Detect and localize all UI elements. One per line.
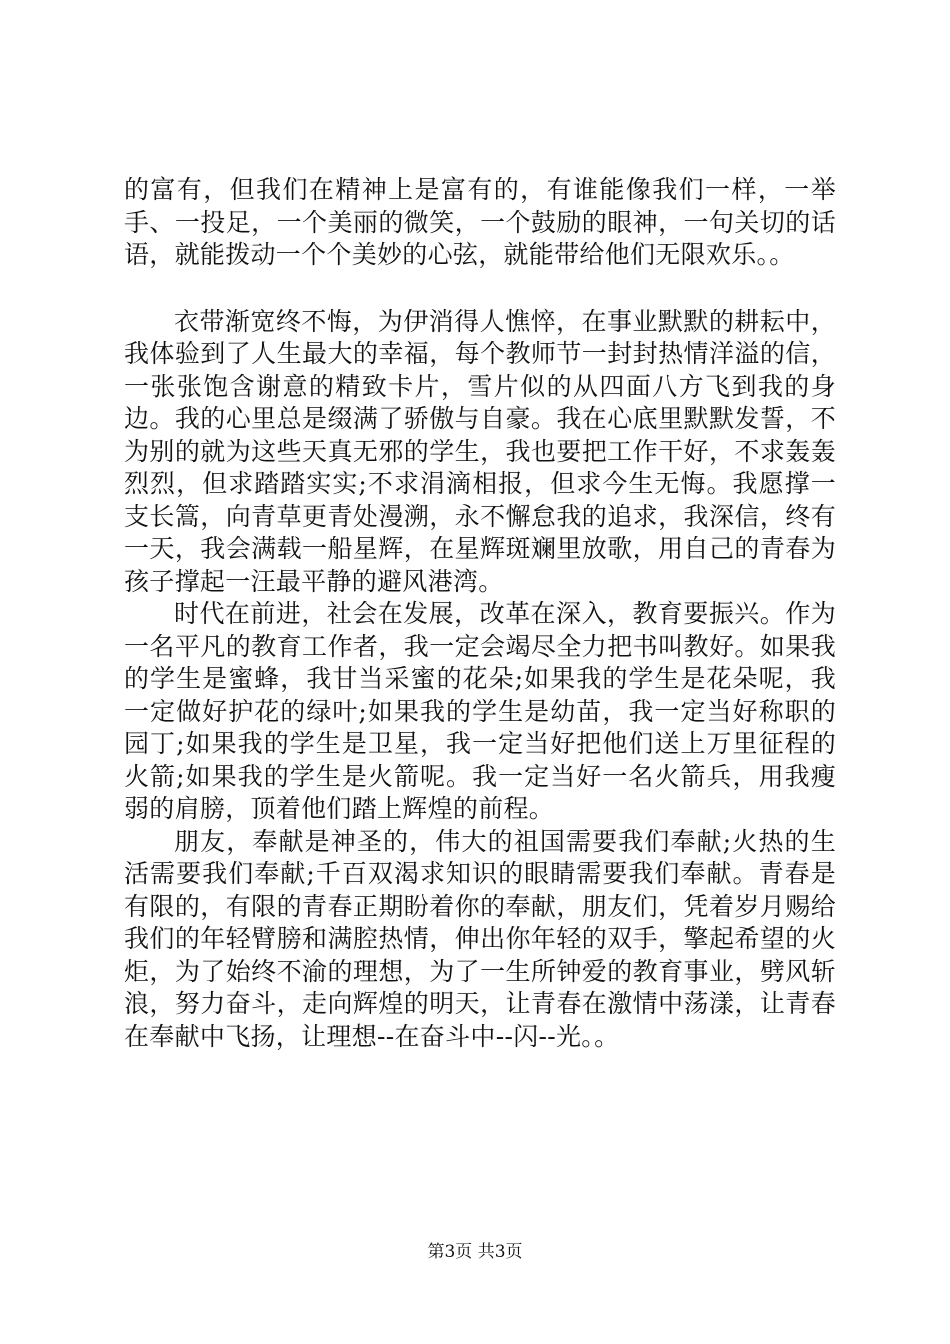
page-footer: 第3页 共3页 <box>427 1242 523 1262</box>
body-text <box>124 174 836 1053</box>
paragraph-3: 时代在前进，社会在发展，改革在深入，教育要振兴。作为一名平凡的教育工作者，我一定会竭尽全力把书叫教好。如果我的学生是蜜蜂，我甘当采蜜的花朵;如果我的学生是花朵呢，我一定做好护花的绿叶;如果我的学生是幼苗，我一定当好称职的园丁;如果我的学生是卫星，我一定当好把他们送上万里征程的火箭;如果我的学生是火箭呢。我一定当好一名火箭兵，用我瘦弱的肩膀，顶着他们踏上辉煌的前程。 <box>124 599 836 823</box>
paragraph-1: 的富有，但我们在精神上是富有的，有谁能像我们一样，一举手、一投足，一个美丽的微笑，一个鼓励的眼神，一句关切的话语，就能拨动一个个美妙的心弦，就能带给他们无限欢乐。。 <box>124 175 836 269</box>
paragraph-2: 衣带渐宽终不悔，为伊消得人憔悴，在事业默默的耕耘中，我体验到了人生最大的幸福，每个教师节一封封热情洋溢的信，一张张饱含谢意的精致卡片，雪片似的从四面八方飞到我的身边。我的心里总是缀满了骄傲与自豪。我在心底里默默发誓，不为别的就为这些天真无邪的学生，我也要把工作干好，不求轰轰烈烈，但求踏踏实实;不求涓滴相报，但求今生无悔。我愿撑一支长篙，向青草更青处漫溯，永不懈怠我的追求，我深信，终有一天，我会满载一船星辉，在星辉斑斓里放歌，用自己的青春为孩子撑起一汪最平静的避风港湾。 <box>124 306 836 596</box>
paragraph-4: 朋友，奉献是神圣的，伟大的祖国需要我们奉献;火热的生活需要我们奉献;千百双渴求知识的眼睛需要我们奉献。青春是有限的，有限的青春正期盼着你的奉献，朋友们，凭着岁月赐给我们的年轻臂膀和满腔热情，伸出你年轻的双手，擎起希望的火炬，为了始终不渝的理想，为了一生所钟爱的教育事业，劈风斩浪，努力奋斗，走向辉煌的明天，让青春在激情中荡漾，让青春在奉献中飞扬，让理想--在奋斗中--闪--光。。 <box>124 826 836 1051</box>
